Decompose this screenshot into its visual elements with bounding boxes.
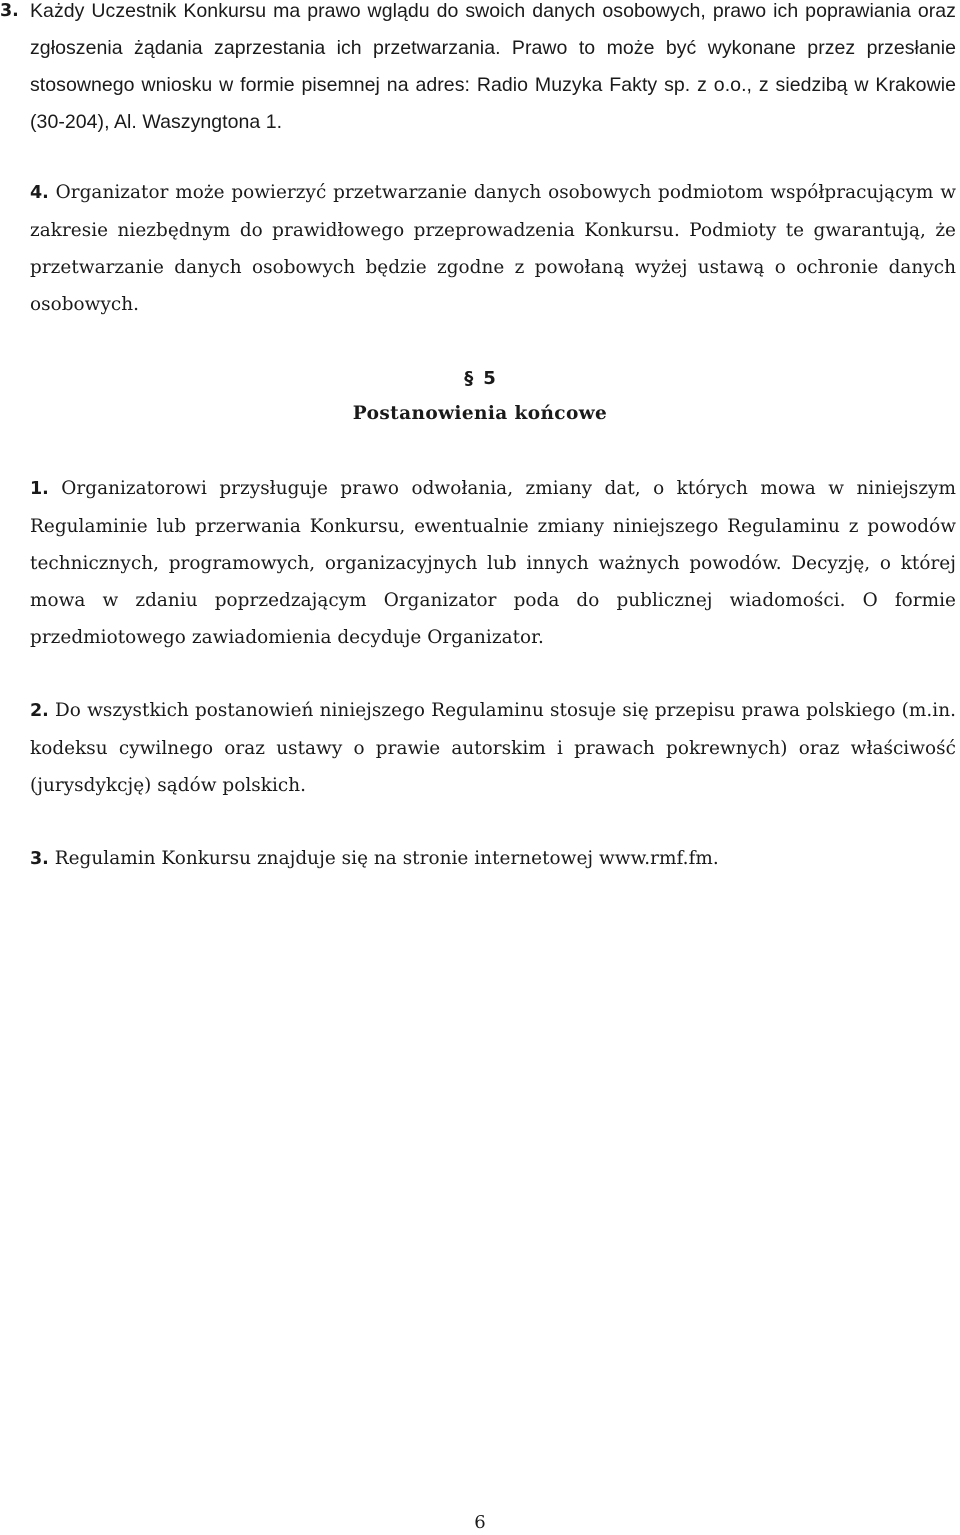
section-title: Postanowienia końcowe — [352, 403, 608, 424]
section-heading — [0, 366, 960, 392]
paragraph-4 — [30, 174, 956, 323]
final-provision-3 — [30, 840, 956, 878]
paragraph-text: Regulamin Konkursu znajduje się na stronie internetowej www.rmf.fm. — [48, 848, 719, 869]
paragraph-number: 4. — [30, 183, 49, 203]
paragraph-number: 3. — [0, 1, 19, 21]
final-provision-2 — [30, 692, 956, 804]
paragraph-number: 1. — [30, 479, 49, 499]
final-provision-1 — [30, 470, 956, 656]
section-sign: § — [464, 368, 474, 389]
paragraph-text: Każdy Uczestnik Konkursu ma prawo wglądu do swoich danych osobowych, prawo ich poprawiania oraz zgłoszenia żądania zaprzestania ich przetwarzania. Prawo to może być wykonane przez przesłanie stosownego wniosku w formie pisemnej na adres: Radio Muzyka Fakty sp. z o.o., z siedzibą w Krakowie (30-204), Al. Waszyngtona 1. — [30, 0, 956, 133]
paragraph-text: Organizatorowi przysługuje prawo odwołania, zmiany dat, o których mowa w niniejszym Regulaminie lub przerwania Konkursu, ewentualnie zmiany niniejszego Regulaminu z powodów technicznych, programowych, organizacyjnych lub innych ważnych powodów. Decyzję, o której mowa w zdaniu poprzedzającym Organizator poda do publicznej wiadomości. O formie przedmiotowego zawiadomienia decyduje Organizator. — [30, 478, 956, 648]
section-number: 5 — [483, 368, 496, 389]
paragraph-number: 3. — [30, 849, 49, 869]
paragraph-3 — [0, 0, 956, 141]
paragraph-text: Do wszystkich postanowień niniejszego Regulaminu stosuje się przepisu prawa polskiego (m.in. kodeksu cywilnego oraz ustawy o prawie autorskim i prawach pokrewnych) oraz właściwość (jurysdykcję) sądów polskich. — [30, 700, 956, 796]
paragraph-number: 2. — [30, 701, 49, 721]
paragraph-text: Organizator może powierzyć przetwarzanie danych osobowych podmiotom współpracującym w zakresie niezbędnym do prawidłowego przeprowadzenia Konkursu. Podmioty te gwarantują, że przetwarzanie danych osobowych będzie zgodne z powołaną wyżej ustawą o ochronie danych osobowych. — [30, 182, 956, 315]
page-number: 6 — [474, 1512, 486, 1533]
